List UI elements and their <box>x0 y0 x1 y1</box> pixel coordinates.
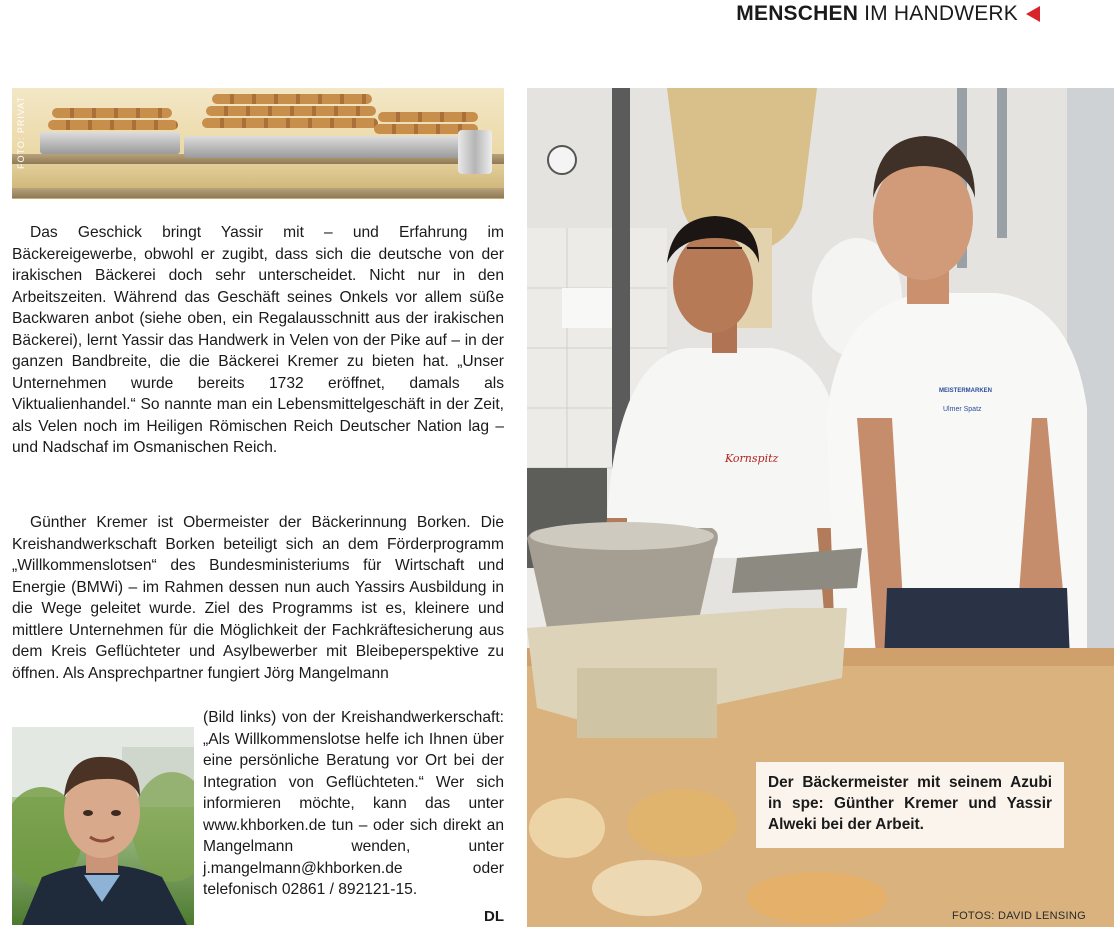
tray <box>40 132 180 154</box>
photo-credit-main: FOTOS: DAVID LENSING <box>952 910 1086 922</box>
portrait-illustration <box>12 727 194 925</box>
photo-bakery-shelf <box>12 88 504 199</box>
shirt-print-left: Kornspitz <box>725 452 779 465</box>
cookie-row <box>48 120 178 130</box>
section-title-rest: IM HANDWERK <box>864 2 1018 25</box>
shirt-print-right-1: MEISTERMARKEN <box>939 388 993 394</box>
portrait-photo <box>12 727 194 925</box>
section-title-bold: MENSCHEN <box>736 2 859 25</box>
shelf-board <box>12 188 504 198</box>
photo-credit-top: FOTO: PRIVAT <box>16 96 26 170</box>
author-signature: DL <box>484 908 504 925</box>
photo-caption: Der Bäckermeister mit seinem Azubi in spe: Günther Kremer und Yassir Alweki bei der Arbeit. <box>756 762 1064 848</box>
glass-jar <box>458 130 492 174</box>
tray <box>184 136 374 158</box>
article-paragraph-2: Günther Kremer ist Obermeister der Bäckerinnung Borken. Die Kreishandwerkschaft Borken beteiligt sich an dem Förderprogramm „Willkommenslotsen“ des Bundesministeriums für Wirtschaft und Energie (BMWi) – im Rahmen dessen nun auch Yassirs Ausbildung in die Wege geleitet wurde. Ziel des Programms ist es, kleinere und mittlere Unternehmen für die Möglichkeit der Fachkräftesicherung aus dem Kreis Geflüchteter und Asylbewerber mit Bleibeperspektive zu öffnen. Als Ansprechpartner fungiert Jörg Mangelmann <box>12 514 504 682</box>
shirt-print-right-2: Ulmer Spatz <box>943 406 982 413</box>
section-arrow-icon <box>1026 6 1040 22</box>
article-paragraph-1: Das Geschick bringt Yassir mit – und Erfahrung im Bäckereigewerbe, obwohl er zugibt, dass sich die deutsche von der irakischen Bäckerei doch sehr unterscheidet. Nicht nur in den Arbeitszeiten. Während das Geschäft seines Onkels vor allem süße Backwaren anbot (siehe oben, ein Regalausschnitt aus der irakischen Bäckerei), lernt Yassir das Handwerk in Velen von der Pike auf – in der ganzen Bandbreite, die die Bäckerei Kremer zu bieten hat. „Unser Unternehmen wurde bereits 1732 eröffnet, damals als Viktualienhandel.“ So nannte man ein Lebensmittelgeschäft in der Zeit, als Velen noch im Heiligen Römischen Reich Deutscher Nation lag – und Nadschaf im Osmanischen Reich. <box>12 224 504 456</box>
cookie-row <box>52 108 172 118</box>
tray <box>372 136 472 158</box>
article-paragraph-2-wrap: (Bild links) von der Kreishandwerkerschaft: „Als Willkommenslotse helfe ich Ihnen über eine persönliche Beratung vor Ort bei der Integration von Geflüchteten.“ Wer sich informieren möchte, kann das unter www.khborken.de tun – oder sich direkt an Mangelmann wenden, unter j.mangelmann@khborken.de oder telefonisch 02861 / 892121-15. <box>203 709 504 898</box>
cookie-row <box>212 94 372 104</box>
cookie-row <box>202 118 378 128</box>
cookie-row <box>206 106 376 116</box>
section-header <box>736 2 1018 26</box>
cookie-row <box>378 112 478 122</box>
